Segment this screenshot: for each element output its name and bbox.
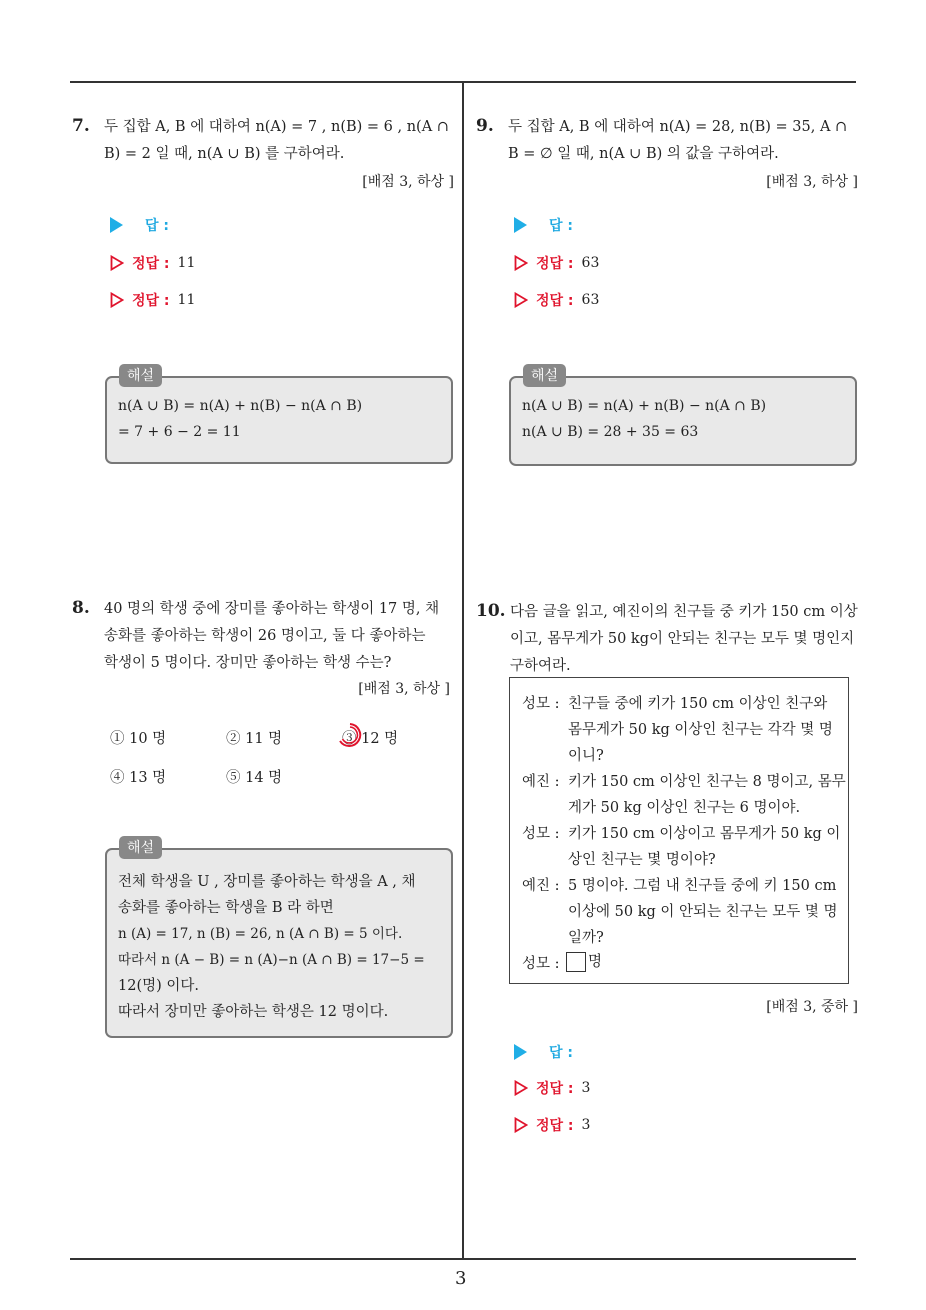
points-label: [배점 3, 하상 ] [358,681,450,697]
question-line: B = ∅ 일 때, n(A ∪ B) 의 값을 구하여라. [508,146,779,162]
correct-label: 정답 : [536,293,574,309]
answer-row [514,215,573,235]
correct-value: 11 [177,255,196,271]
correct-label: 정답 : [536,256,574,272]
explanation-line: 따라서 n (A − B) = n (A)−n (A ∩ B) = 17−5 = [118,952,425,968]
play-triangle-icon [514,1044,527,1060]
question-text [508,114,860,168]
answer-row [110,215,169,235]
dialog-line: 이상에 50 kg 이 안되는 친구는 모두 몇 명 [568,904,838,920]
explanation-line: = 7 + 6 − 2 = 11 [118,424,241,440]
explanation-line: n(A ∪ B) = 28 + 35 = 63 [522,424,699,440]
question-line: 구하여라. [510,658,571,674]
question-number: 8. [72,598,90,618]
question-number: 10. [476,601,506,621]
choice-1[interactable]: ① 10 명 [110,731,167,747]
explanation-line: n(A ∪ B) = n(A) + n(B) − n(A ∩ B) [118,398,363,414]
choice-2[interactable]: ② 11 명 [226,731,283,747]
question-line: 송화를 좋아하는 학생이 26 명이고, 둘 다 좋아하는 [104,628,426,644]
open-triangle-icon [514,1080,528,1096]
dialog-speaker: 예진 : [522,878,560,894]
bottom-rule [70,1258,856,1260]
correct-label: 정답 : [536,1118,574,1134]
correct-row [514,290,599,310]
explanation-line: 송화를 좋아하는 학생을 B 라 하면 [118,900,334,916]
question-number: 7. [72,116,90,136]
answer-label: 답 : [549,218,573,234]
dialog-speaker: 성모 : [522,696,560,712]
correct-value: 3 [581,1117,591,1133]
explanation-tag: 해설 [119,364,162,387]
dialog-answer [564,950,602,972]
open-triangle-icon [110,292,124,308]
open-triangle-icon [514,255,528,271]
question-line: 두 집합 A, B 에 대하여 n(A) = 7 , n(B) = 6 , n(A ∩ [104,119,449,135]
dialog-line: 키가 150 cm 이상이고 몸무게가 50 kg 이 [568,826,841,842]
choice-5[interactable]: ⑤ 14 명 [226,770,283,786]
dialog-speaker: 예진 : [522,774,560,790]
dialog-line: 이니? [568,748,604,764]
answer-circle-mark [335,720,365,750]
question-line: 이고, 몸무게가 50 kg이 안되는 친구는 모두 몇 명인지 [510,631,855,647]
dialog-line: 일까? [568,930,604,946]
open-triangle-icon [110,255,124,271]
open-triangle-icon [514,292,528,308]
explanation-line: 전체 학생을 U , 장미를 좋아하는 학생을 A , 채 [118,874,416,890]
dialog-line: 친구들 중에 키가 150 cm 이상인 친구와 [568,696,828,712]
question-line: 40 명의 학생 중에 장미를 좋아하는 학생이 17 명, 채 [104,601,440,617]
dialog-line: 5 명이야. 그럼 내 친구들 중에 키 150 cm [568,878,837,894]
correct-row [514,253,599,273]
question-text [104,114,456,168]
question-number: 9. [476,116,494,136]
explanation-box [105,848,453,1038]
answer-label: 답 : [145,218,169,234]
explanation-tag: 해설 [523,364,566,387]
explanation-line: n(A ∪ B) = n(A) + n(B) − n(A ∩ B) [522,398,767,414]
explanation-line: 따라서 장미만 좋아하는 학생은 12 명이다. [118,1004,389,1020]
answer-label: 답 : [549,1045,573,1061]
correct-row [110,290,195,310]
explanation-box [509,376,857,466]
correct-label: 정답 : [132,256,170,272]
correct-value: 63 [581,255,600,271]
points-label: [배점 3, 하상 ] [766,174,858,190]
choice-4[interactable]: ④ 13 명 [110,770,167,786]
correct-label: 정답 : [536,1081,574,1097]
correct-value: 11 [177,292,196,308]
correct-row [514,1115,590,1135]
question-line: 학생이 5 명이다. 장미만 좋아하는 학생 수는? [104,655,392,671]
question-line: B) = 2 일 때, n(A ∪ B) 를 구하여라. [104,146,345,162]
correct-value: 3 [581,1080,591,1096]
open-triangle-icon [514,1117,528,1133]
explanation-box [105,376,453,464]
points-label: [배점 3, 중하 ] [766,999,858,1015]
dialog-line: 상인 친구는 몇 명이야? [568,852,716,868]
play-triangle-icon [514,217,527,233]
answer-blank-box [566,952,586,972]
correct-label: 정답 : [132,293,170,309]
dialog-speaker: 성모 : [522,956,560,972]
question-text [510,599,864,680]
correct-value: 63 [581,292,600,308]
question-line: 다음 글을 읽고, 예진이의 친구들 중 키가 150 cm 이상 [510,604,858,620]
dialog-line: 명 [588,954,603,970]
dialog-speaker: 성모 : [522,826,560,842]
question-line: 두 집합 A, B 에 대하여 n(A) = 28, n(B) = 35, A ∩ [508,119,848,135]
dialog-line: 게가 50 kg 이상인 친구는 6 명이야. [568,800,801,816]
choice-3[interactable]: ③ 12 명 [342,731,399,747]
answer-row [514,1042,573,1062]
correct-row [110,253,195,273]
play-triangle-icon [110,217,123,233]
dialog-box [509,677,849,984]
dialog-line: 몸무게가 50 kg 이상인 친구는 각각 몇 명 [568,722,833,738]
question-text [104,596,458,677]
explanation-line: 12(명) 이다. [118,978,200,994]
explanation-line: n (A) = 17, n (B) = 26, n (A ∩ B) = 5 이다. [118,926,403,942]
column-divider [462,81,464,1259]
correct-row [514,1078,590,1098]
points-label: [배점 3, 하상 ] [362,174,454,190]
page-number: 3 [455,1268,467,1289]
explanation-tag: 해설 [119,836,162,859]
dialog-line: 키가 150 cm 이상인 친구는 8 명이고, 몸무 [568,774,846,790]
